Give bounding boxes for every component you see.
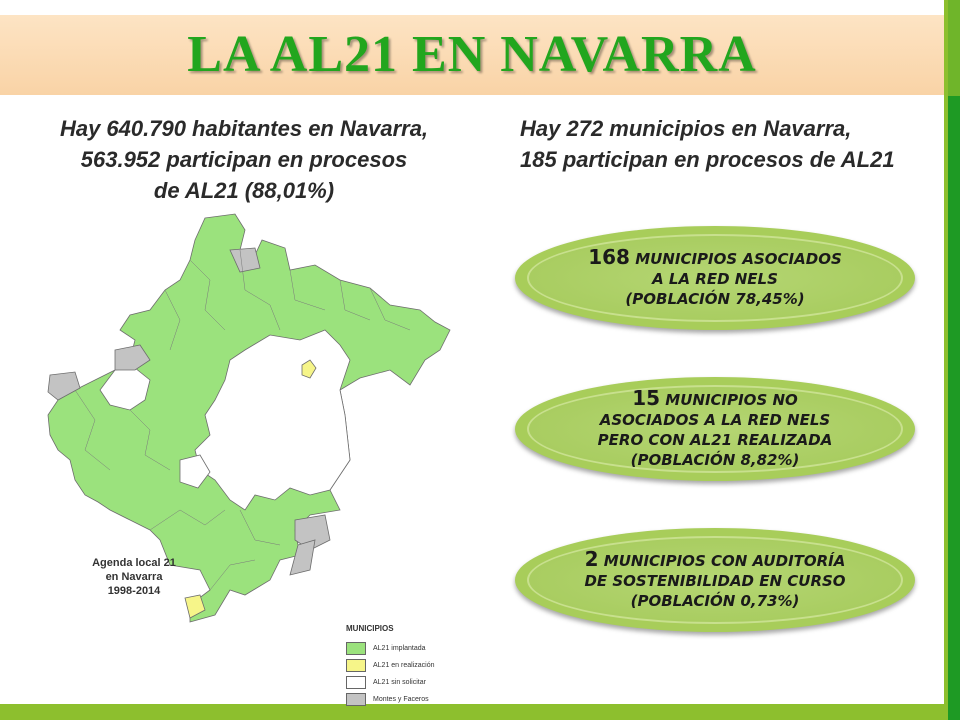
legend-swatch-sin-solicitar — [346, 676, 366, 689]
population-stat-line: 563.952 participan en procesos — [80, 147, 408, 172]
legend-swatch-montes — [346, 693, 366, 706]
oval-number: 2 — [584, 547, 599, 571]
legend-item — [346, 674, 476, 691]
municipality-stat — [520, 113, 930, 175]
legend-item — [346, 657, 476, 674]
non-associated-oval — [515, 377, 915, 481]
legend-label: AL21 sin solicitar — [373, 679, 426, 686]
oval-line: MUNICIPIOS ASOCIADOS — [635, 250, 842, 268]
municipality-stat-line: Hay 272 municipios en Navarra, — [520, 116, 852, 141]
oval-line: DE SOSTENIBILIDAD EN CURSO — [584, 572, 846, 590]
oval-line: MUNICIPIOS CON AUDITORÍA — [603, 552, 846, 570]
population-stat — [20, 113, 468, 206]
population-stat-line: Hay 640.790 habitantes en Navarra, — [59, 116, 429, 141]
legend-swatch-realizacion — [346, 659, 366, 672]
oval-line: A LA RED NELS — [652, 270, 778, 288]
oval-line: (POBLACIÓN 8,82%) — [630, 451, 800, 469]
map-caption — [74, 556, 194, 598]
legend-item — [346, 640, 476, 657]
population-stat-line: de AL21 (88,01%) — [153, 178, 335, 203]
legend-label: AL21 en realización — [373, 662, 435, 669]
legend-label: AL21 implantada — [373, 645, 426, 652]
legend-title: MUNICIPIOS — [346, 624, 394, 633]
slide-title: LA AL21 EN NAVARRA — [187, 26, 757, 83]
oval-number: 168 — [588, 245, 630, 269]
right-dark-bar — [948, 0, 960, 720]
oval-line: ASOCIADOS A LA RED NELS — [599, 411, 831, 429]
map-caption-line: 1998-2014 — [107, 585, 161, 597]
audit-oval — [515, 528, 915, 632]
oval-number: 15 — [632, 386, 661, 410]
legend-label: Montes y Faceros — [373, 696, 429, 703]
oval-line: (POBLACIÓN 0,73%) — [630, 592, 800, 610]
oval-line: PERO CON AL21 REALIZADA — [597, 431, 833, 449]
map-caption-line: en Navarra — [105, 571, 163, 583]
title-band — [0, 15, 944, 95]
oval-line: MUNICIPIOS NO — [665, 391, 798, 409]
legend-swatch-implantada — [346, 642, 366, 655]
map-legend — [346, 624, 476, 708]
nels-associated-oval — [515, 226, 915, 330]
legend-item — [346, 691, 476, 708]
municipality-stat-line: 185 participan en procesos de AL21 — [520, 147, 895, 172]
map-caption-line: Agenda local 21 — [92, 557, 176, 569]
oval-line: (POBLACIÓN 78,45%) — [625, 290, 805, 308]
